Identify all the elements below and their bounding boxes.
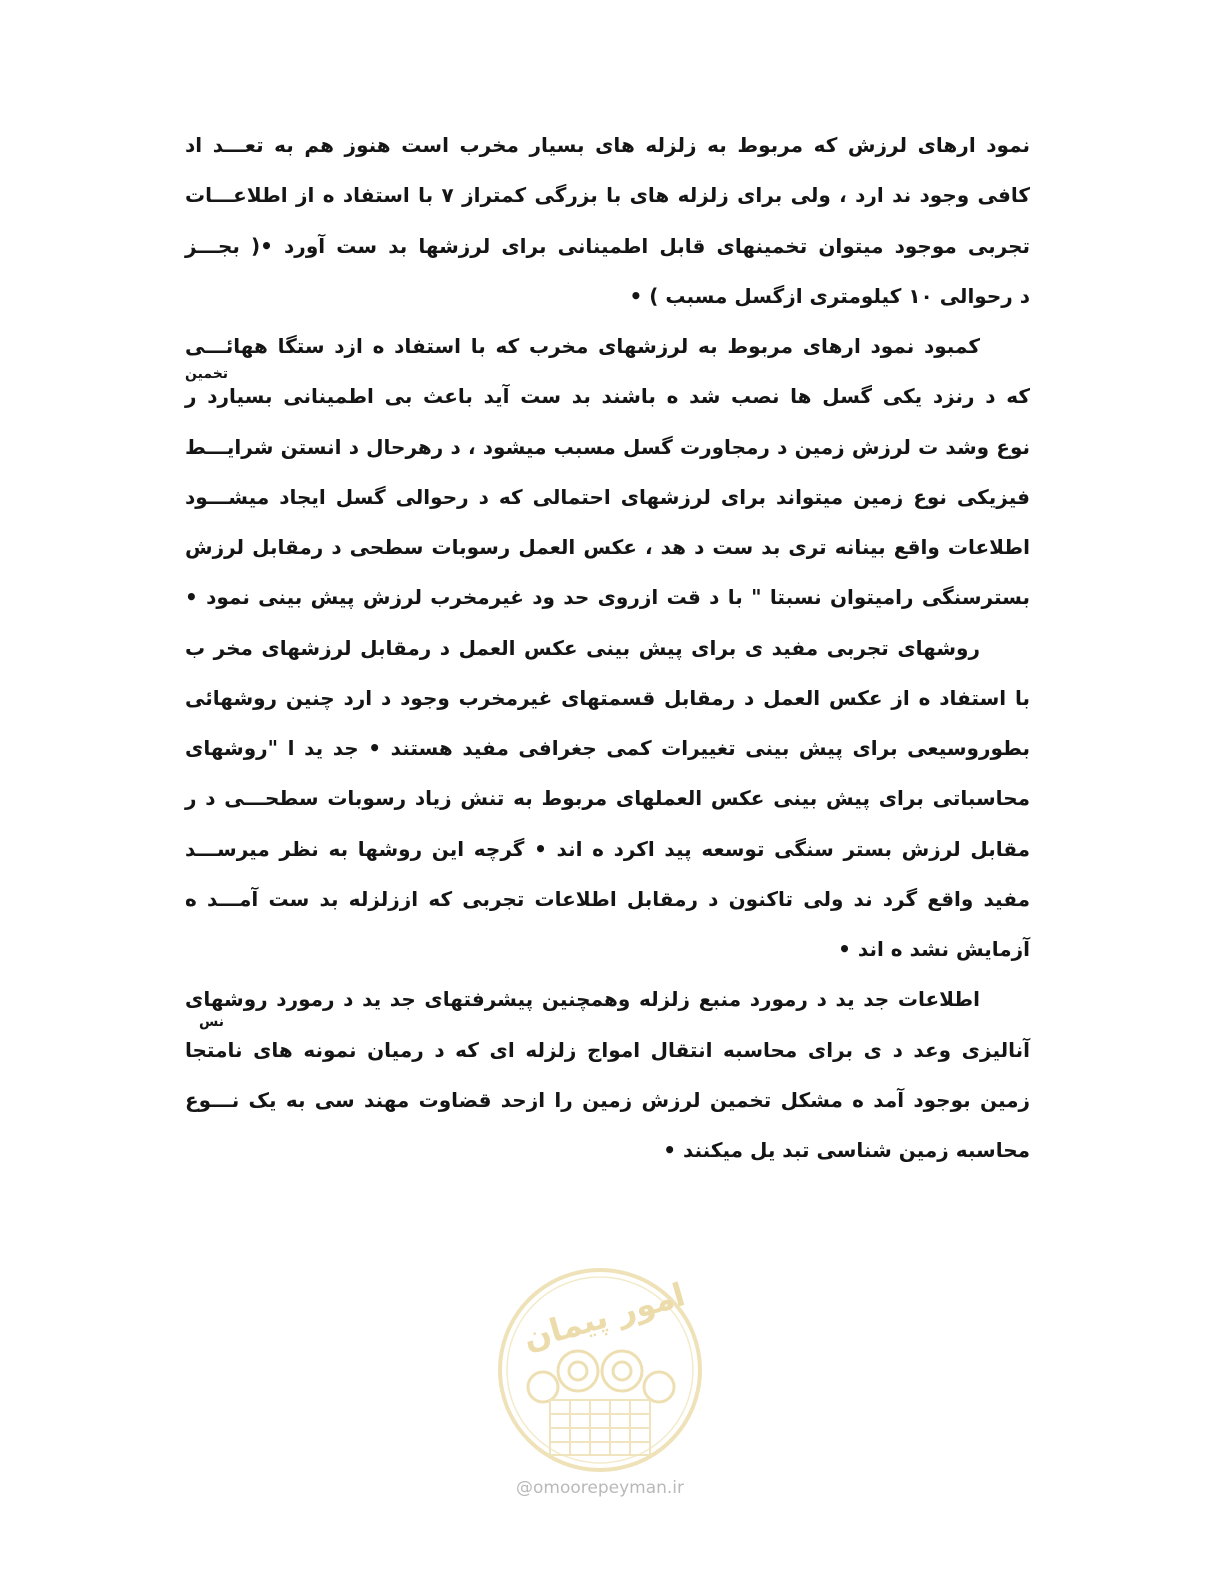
text-line <box>185 366 1030 421</box>
line-text: فیزیکی نوع زمین میتواند برای لرزشهای احتمالی که د رحوالی گسل ایجاد میشـــود <box>185 484 1030 509</box>
line-text: نوع وشد ت لرزش زمین د رمجاورت گسل مسبب میشود ، د رهرحال د انستن شرایـــط <box>185 434 1030 459</box>
handwritten-insertion: نس <box>199 1013 225 1030</box>
text-line <box>185 1075 1030 1125</box>
text-line <box>185 120 1030 170</box>
text-line <box>185 824 1030 874</box>
line-text: آزمایش نشد ه اند • <box>838 937 1030 961</box>
line-text: اطلاعات جد ید د رمورد منبع زلزله وهمچنین پیشرفتهای جد ید د رمورد روشهای <box>185 987 980 1012</box>
watermark-site-url: @omoorepeyman.ir <box>515 1478 685 1498</box>
text-line <box>185 1013 1030 1075</box>
text-line <box>185 422 1030 472</box>
text-line <box>185 924 1030 974</box>
line-text: د رحوالی ۱۰ کیلومتری ازگسل مسبب ) • <box>629 283 1030 308</box>
line-text: بطوروسیعی برای پیش بینی تغییرات کمی جغرافی مفید هستند • جد ید ا "روشهای <box>185 736 1030 760</box>
text-line <box>185 773 1030 823</box>
line-text: محاسبه زمین شناسی تبد یل میکنند • <box>663 1138 1030 1162</box>
line-text: مقابل لرزش بستر سنگی توسعه پید اکرد ه اند • گرچه این روشها به نظر میرســـد <box>185 836 1030 861</box>
line-text: مفید واقع گرد ند ولی تاکنون د رمقابل اطلاعات تجربی که اززلزله بد ست آمـــد ه <box>185 886 1030 911</box>
handwritten-insertion: تخمین <box>185 366 229 383</box>
text-line <box>185 623 1030 673</box>
line-text: محاسباتی برای پیش بینی عکس العملهای مربوط به تنش زیاد رسوبات سطحـــی د ر <box>185 786 1030 811</box>
text-line <box>185 874 1030 924</box>
document-body <box>185 120 1030 1175</box>
text-line <box>185 974 1030 1024</box>
line-text: روشهای تجربی مفید ی برای پیش بینی عکس العمل د رمقابل لرزشهای مخر ب <box>185 635 980 660</box>
watermark-logo-graphic <box>495 1265 705 1475</box>
line-text: تجربی موجود میتوان تخمینهای قابل اطمینانی برای لرزشها بد ست آورد •( بجـــز <box>185 233 1030 258</box>
paragraph-2 <box>185 321 1030 623</box>
line-text: کافی وجود ند ارد ، ولی برای زلزله های با بزرگی کمتراز ۷ با استفاد ه از اطلاعـــات <box>185 183 1031 208</box>
watermark-logo-text: امور پیمان <box>518 1275 690 1358</box>
line-text: زمین بوجود آمد ه مشکل تخمین لرزش زمین را ازحد قضاوت مهند سی به یک نـــوع <box>185 1087 1030 1112</box>
text-line <box>185 1125 1030 1175</box>
paragraph-4 <box>185 974 1030 1175</box>
paragraph-1 <box>185 120 1030 321</box>
text-line <box>185 321 1030 371</box>
line-text: اطلاعات واقع بینانه تری بد ست د هد ، عکس العمل رسوبات سطحی د رمقابل لرزش <box>185 535 1030 559</box>
text-line <box>185 522 1030 572</box>
text-line <box>185 170 1030 220</box>
text-line <box>185 723 1030 773</box>
paragraph-3 <box>185 623 1030 975</box>
line-text: نمود ارهای لرزش که مربوط به زلزله های بسیار مخرب است هنوز هم به تعـــد اد <box>185 133 1030 157</box>
text-line <box>185 673 1030 723</box>
text-line <box>185 472 1030 522</box>
watermark-logo <box>495 1265 705 1475</box>
text-line <box>185 271 1030 321</box>
line-text: آنالیزی وعد د ی برای محاسبه انتقال امواج زلزله ای که د رمیان نمونه های نامتجا <box>185 1037 1030 1062</box>
text-line <box>185 221 1030 271</box>
text-line <box>185 572 1030 622</box>
line-text: بسترسنگی رامیتوان نسبتا " با د قت ازروی حد ود غیرمخرب لرزش پیش بینی نمود • <box>185 585 1030 610</box>
line-text: کمبود نمود ارهای مربوط به لرزشهای مخرب که با استفاد ه ازد ستگا ههائـــی <box>185 334 980 358</box>
line-text: با استفاد ه از عکس العمل د رمقابل قسمتهای غیرمخرب وجود د ارد چنین روشهائی <box>185 685 1030 710</box>
line-text: که د رنزد یکی گسل ها نصب شد ه باشند بد ست آید باعث بی اطمینانی بسیارد ر <box>185 384 1030 409</box>
